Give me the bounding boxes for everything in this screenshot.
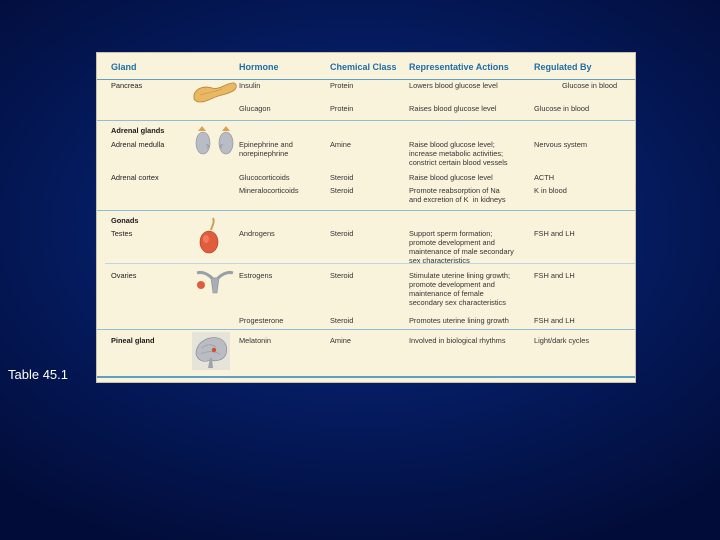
pineal-brain-image: [192, 332, 230, 370]
row-epinephrine-class: Amine: [330, 140, 351, 149]
row-estrogens-class: Steroid: [330, 271, 354, 280]
header-representative-actions: Representative Actions: [409, 62, 509, 72]
hormone-table: [97, 53, 635, 382]
row-progesterone-class: Steroid: [330, 316, 354, 325]
row-progesterone-regulated: FSH and LH: [534, 316, 575, 325]
row-melatonin-class: Amine: [330, 336, 351, 345]
row-glucocorticoids-actions: Raise blood glucose level: [409, 173, 493, 182]
row-estrogens-hormone: Estrogens: [239, 271, 273, 280]
section-divider: [97, 329, 635, 330]
header-chemical-class: Chemical Class: [330, 62, 397, 72]
row-adrenal-cortex-gland: Adrenal cortex: [111, 173, 159, 182]
ovary-uterus-image: [193, 267, 237, 299]
testis-image: [195, 216, 225, 254]
section-gonads: Gonads: [111, 216, 139, 225]
row-mineralocorticoids-class: Steroid: [330, 186, 354, 195]
row-melatonin-hormone: Melatonin: [239, 336, 272, 345]
row-adrenal-medulla-gland: Adrenal medulla: [111, 140, 165, 149]
header-regulated-by: Regulated By: [534, 62, 592, 72]
row-epinephrine-actions: Raise blood glucose level; increase metabolic activities; constrict certain blood vessels: [409, 140, 508, 167]
row-androgens-regulated: FSH and LH: [534, 229, 575, 238]
adrenal-glands-image: [192, 123, 238, 157]
row-mineralocorticoids-actions: Promote reabsorption of Na and excretion of K in kidneys: [409, 186, 506, 204]
row-testes-gland: Testes: [111, 229, 133, 238]
section-adrenal-glands: Adrenal glands: [111, 126, 165, 135]
row-glucocorticoids-hormone: Glucocorticoids: [239, 173, 290, 182]
row-glucagon-hormone: Glucagon: [239, 104, 271, 113]
header-hormone: Hormone: [239, 62, 279, 72]
row-insulin-class: Protein: [330, 81, 354, 90]
row-progesterone-hormone: Progesterone: [239, 316, 284, 325]
row-ovaries-gland: Ovaries: [111, 271, 137, 280]
pancreas-image: [192, 77, 238, 107]
row-insulin-actions: Lowers blood glucose level: [409, 81, 498, 90]
row-melatonin-regulated: Light/dark cycles: [534, 336, 590, 345]
table-header-row: [97, 53, 635, 80]
row-epinephrine-hormone: Epinephrine and norepinephrine: [239, 140, 293, 158]
row-epinephrine-regulated: Nervous system: [534, 140, 587, 149]
row-glucocorticoids-regulated: ACTH: [534, 173, 555, 182]
row-insulin-regulated: Glucose in blood: [562, 81, 618, 90]
row-glucagon-actions: Raises blood glucose level: [409, 104, 497, 113]
section-pancreas: Pancreas: [111, 81, 143, 90]
row-progesterone-actions: Promotes uterine lining growth: [409, 316, 509, 325]
row-androgens-hormone: Androgens: [239, 229, 275, 238]
row-insulin-hormone: Insulin: [239, 81, 261, 90]
header-gland: Gland: [111, 62, 137, 72]
row-mineralocorticoids-hormone: Mineralocorticoids: [239, 186, 299, 195]
row-estrogens-actions: Stimulate uterine lining growth; promote development and maintenance of female secondary sex characteristics: [409, 271, 511, 307]
table-caption: Table 45.1: [8, 367, 68, 382]
row-estrogens-regulated: FSH and LH: [534, 271, 575, 280]
table-bottom-rule: [97, 376, 635, 378]
row-glucagon-class: Protein: [330, 104, 354, 113]
section-pineal-gland: Pineal gland: [111, 336, 155, 345]
row-glucagon-regulated: Glucose in blood: [534, 104, 590, 113]
row-divider: [105, 263, 635, 264]
section-divider: [97, 120, 635, 121]
row-androgens-class: Steroid: [330, 229, 354, 238]
section-divider: [97, 210, 635, 211]
row-melatonin-actions: Involved in biological rhythms: [409, 336, 506, 345]
row-mineralocorticoids-regulated: K in blood: [534, 186, 567, 195]
row-androgens-actions: Support sperm formation; promote development and maintenance of male secondary sex characteristics: [409, 229, 514, 265]
row-glucocorticoids-class: Steroid: [330, 173, 354, 182]
